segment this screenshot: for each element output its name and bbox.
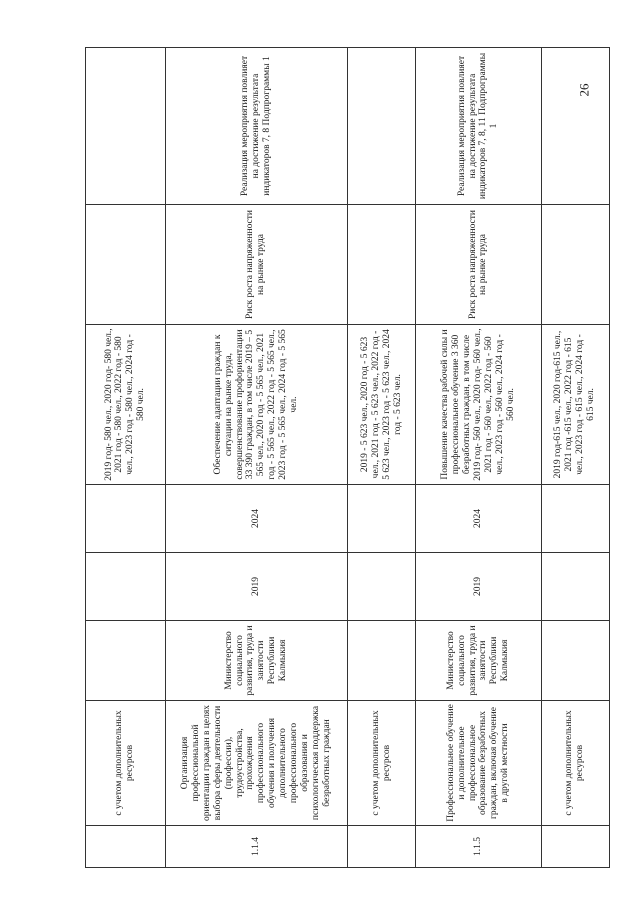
- table-row: [541, 48, 609, 868]
- executor: [86, 621, 166, 701]
- rotated-table-wrapper: [85, 48, 610, 868]
- end-year: [541, 485, 609, 553]
- risk: [86, 205, 166, 325]
- risk: Риск роста напряженности на рынке труда: [165, 205, 347, 325]
- expected-result: 2019 год-615 чел., 2020 год-615 чел., 2021 год -615 чел., 2022 год - 615 чел., 2023 год - 615 чел., 2024 год - 615 чел.: [541, 325, 609, 485]
- row-number: [347, 826, 415, 868]
- end-year: [347, 485, 415, 553]
- measure-name: с учетом дополнительных ресурсов: [541, 701, 609, 826]
- table-row: [347, 48, 415, 868]
- executor: Министерство социального развития, труда и занятости Республики Калмыкия: [416, 621, 541, 701]
- risk: [347, 205, 415, 325]
- indicator-link: Реализация мероприятия повлияет на достижение результата индикаторов 7, 8, 11 Подпрограммы 1: [416, 48, 541, 205]
- indicator-link: [347, 48, 415, 205]
- expected-result: Обеспечение адаптации граждан к ситуации на рынке труда, совершенствование профориентации 33 390 граждан, в том числе 2019 – 5 565 чел., 2020 год - 5 565 чел., 2021 год - 5 565 чел., 2022 год - 5 565 чел., 2023 год - 5 565 чел., 2024 год - 5 565 чел.: [165, 325, 347, 485]
- measure-name: Организация профессиональной ориентации граждан в целях выбора сферы деятельности (профессии), трудоустройства, прохождения профессионального обучения и получения дополнительного профессионального образования и психологическая поддержка безработных граждан: [165, 701, 347, 826]
- end-year: 2024: [416, 485, 541, 553]
- table-row: [416, 48, 541, 868]
- indicator-link: [86, 48, 166, 205]
- start-year: [86, 553, 166, 621]
- executor: Министерство социального развития, труда и занятости Республики Калмыкия: [165, 621, 347, 701]
- indicator-link: [541, 48, 609, 205]
- executor: [347, 621, 415, 701]
- measure-name: Профессиональное обучение и дополнительное профессиональное образование безработных граждан, включая обучение в другой местности: [416, 701, 541, 826]
- measure-name: с учетом дополнительных ресурсов: [86, 701, 166, 826]
- row-number: 1.1.4: [165, 826, 347, 868]
- start-year: 2019: [416, 553, 541, 621]
- row-number: [541, 826, 609, 868]
- start-year: [541, 553, 609, 621]
- expected-result: Повышение качества рабочей силы и профессиональное обучение 3 360 безработных граждан, в том числе 2019 год- 560 чел., 2020 год- 560 чел., 2021 год - 560 чел., 2022 год - 560 чел., 2023 год - 560 чел., 2024 год - 560 чел.: [416, 325, 541, 485]
- executor: [541, 621, 609, 701]
- end-year: [86, 485, 166, 553]
- risk: [541, 205, 609, 325]
- start-year: 2019: [165, 553, 347, 621]
- expected-result: 2019 - 5 623 чел., 2020 год - 5 623 чел., 2021 год - 5 623 чел., 2022 год - 5 623 чел., 2023 год - 5 623 чел., 2024 год - 5 623 чел.: [347, 325, 415, 485]
- table-row: [86, 48, 166, 868]
- risk: Риск роста напряженности на рынке труда: [416, 205, 541, 325]
- row-number: [86, 826, 166, 868]
- row-number: 1.1.5: [416, 826, 541, 868]
- page-number: 26: [576, 83, 592, 97]
- measure-name: с учетом дополнительных ресурсов: [347, 701, 415, 826]
- end-year: 2024: [165, 485, 347, 553]
- start-year: [347, 553, 415, 621]
- table-row: [165, 48, 347, 868]
- measures-table: [85, 47, 610, 868]
- expected-result: 2019 год- 580 чел., 2020 год- 580 чел., 2021 год - 580 чел., 2022 год - 580 чел., 2023 год - 580 чел., 2024 год - 580 чел.: [86, 325, 166, 485]
- indicator-link: Реализация мероприятия повлияет на достижение результата индикаторов 7, 8 Подпрограммы 1: [165, 48, 347, 205]
